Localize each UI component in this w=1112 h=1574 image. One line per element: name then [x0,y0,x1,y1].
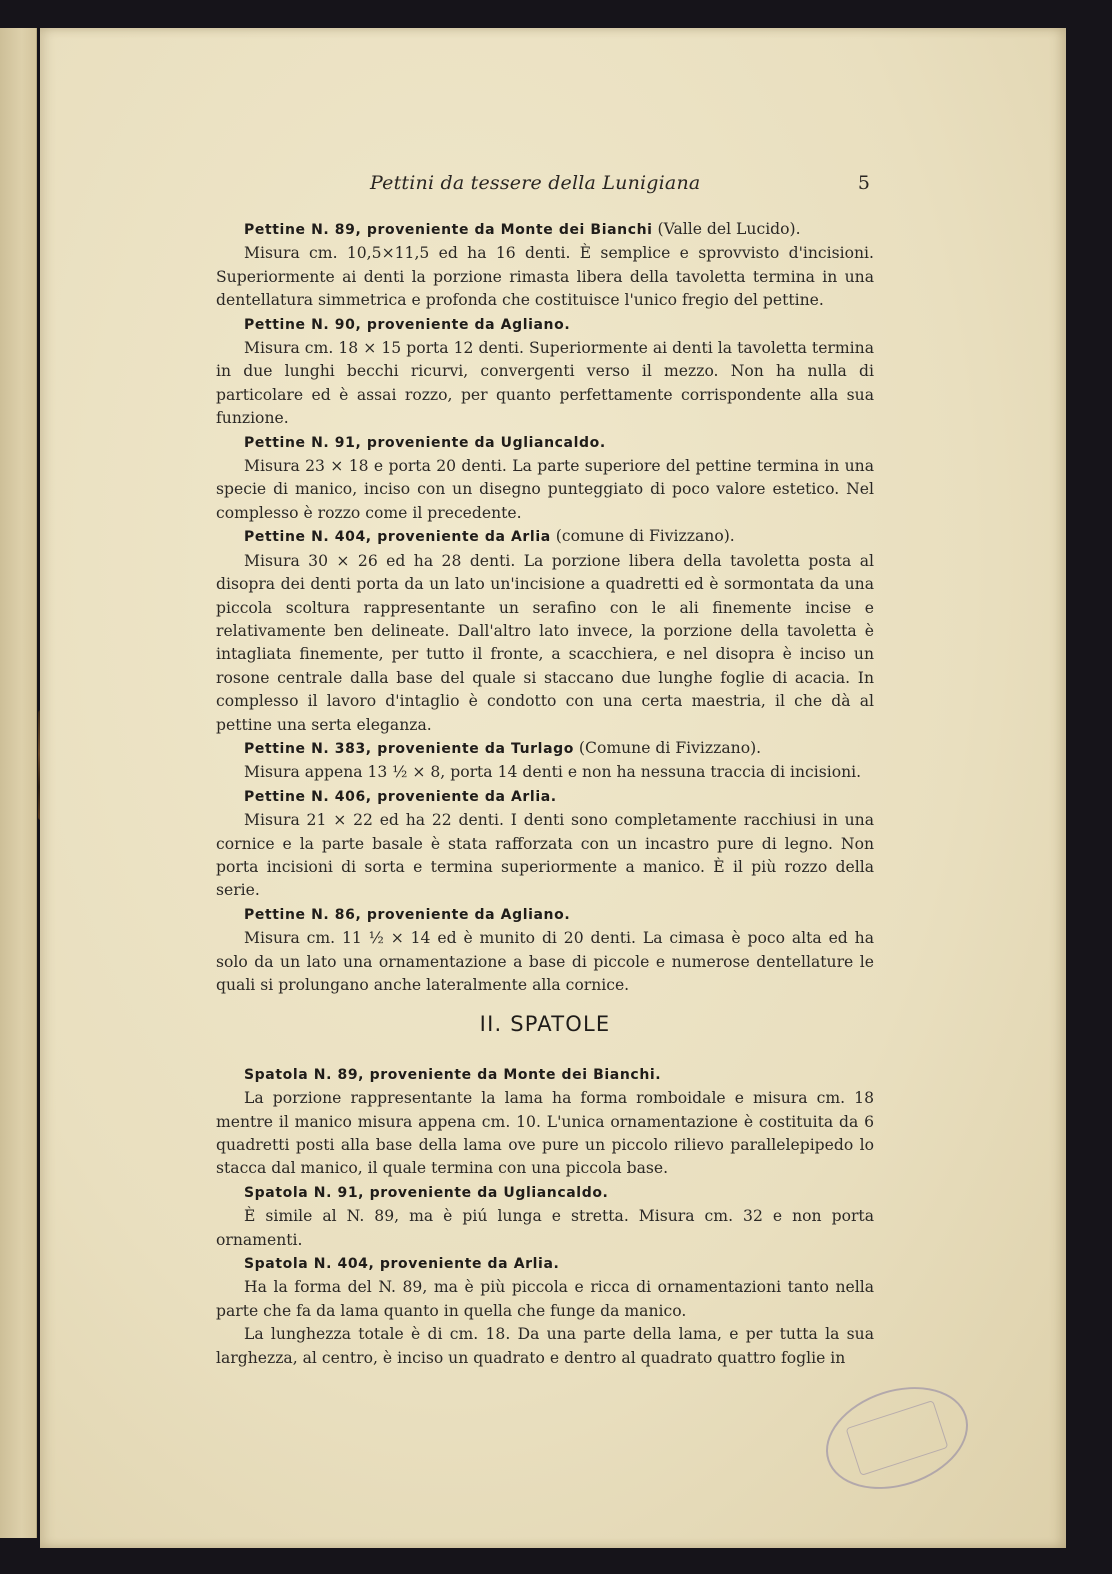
entry-heading: Spatola N. 91, proveniente da Ugliancaldo. [244,1184,609,1201]
pettine-entry [216,785,874,903]
spatola-entry [216,1181,874,1252]
pettine-entry [216,737,874,785]
entry-text: Misura 30 × 26 ed ha 28 denti. La porzione libera della tavoletta posta al disopra dei denti porta da un lato un'incisione a quadretti ed è sormontata da una piccola scoltura rappresentante un serafino con le ali finemente incise e relativamente ben delineate. Dall'altro lato invece, la porzione della tavoletta è intagliata finemente, per tutto il fronte, a scacchiera, e nel disopra è inciso un rosone centrale dalla base del quale si staccano due lunghe foglie di acacia. In complesso il lavoro d'intaglio è condotto con una certa maestria, il che dà al pettine una serta eleganza. [216,551,874,734]
spatola-entry [216,1063,874,1181]
entry-heading: Spatola N. 404, proveniente da Arlia. [244,1256,560,1273]
entry-note: (Comune di Fivizzano). [573,738,762,757]
entry-heading: Pettine N. 89, proveniente da Monte dei Bianchi [244,222,653,238]
entry-heading: Pettine N. 90, proveniente da Agliano. [244,316,571,333]
page-header [370,172,870,200]
entry-heading: Spatola N. 89, proveniente da Monte dei Bianchi. [244,1066,662,1083]
page-number: 5 [857,172,870,194]
pettine-entry [216,903,874,998]
pettine-entry [216,218,874,313]
pettine-entry [216,313,874,431]
entry-text: Ha la forma del N. 89, ma è più piccola e ricca di ornamentazioni tanto nella parte che fa da lama quanto in quella che funge da manico. [216,1278,874,1320]
entry-note: (Valle del Lucido). [652,220,801,238]
running-title: Pettini da tessere della Lunigiana [370,172,701,194]
entry-heading: Pettine N. 406, proveniente da Arlia. [244,788,557,805]
entry-note: (comune di Fivizzano). [550,527,735,546]
entry-text: Misura 21 × 22 ed ha 22 denti. I denti sono completamente racchiusi in una cornice e la parte basale è stata rafforzata con un incastro pure di legno. Non porta incisioni di sorta e termina superiormente a manico. È il più rozzo della serie. [216,811,874,900]
entry-text: Misura cm. 18 × 15 porta 12 denti. Superiormente ai denti la tavoletta termina in due lunghi becchi ricurvi, convergenti verso il mezzo. Non ha nulla di particolare ed è assai rozzo, per quanto perfettamente corrispondente alla sua funzione. [216,339,874,428]
pettine-entry [216,431,874,526]
spatola-entry [216,1252,874,1370]
entry-heading: Pettine N. 91, proveniente da Ugliancaldo. [244,434,606,451]
entry-text-continued: La lunghezza totale è di cm. 18. Da una parte della lama, e per tutta la sua larghezza, al centro, è inciso un quadrato e dentro al quadrato quattro foglie in [216,1325,874,1367]
pettine-entry [216,525,874,737]
entry-heading: Pettine N. 86, proveniente da Agliano. [244,906,571,923]
previous-page-edge [0,28,37,1538]
entry-text: Misura cm. 10,5×11,5 ed ha 16 denti. È semplice e sprovvisto d'incisioni. Superiormente ai denti la porzione rimasta libera della tavoletta termina in una dentellatura simmetrica e profonda che costituisce l'unico fregio del pettine. [216,244,874,310]
stamp-emblem-icon [846,1400,949,1476]
entry-text: Misura cm. 11 ½ × 14 ed è munito di 20 denti. La cimasa è poco alta ed ha solo da un lato una ornamentazione a base di piccole e numerose dentellature le quali si prolungano anche lateralmente alla cornice. [216,929,874,994]
page-content [216,218,874,1370]
entry-text: È simile al N. 89, ma è piú lunga e stretta. Misura cm. 32 e non porta ornamenti. [216,1207,874,1249]
entry-heading: Pettine N. 404, proveniente da Arlia [244,529,551,546]
entry-text: Misura 23 × 18 e porta 20 denti. La parte superiore del pettine termina in una specie di manico, inciso con un disegno punteggiato di poco valore estetico. Nel complesso è rozzo come il precedente. [216,457,874,522]
entry-text: La porzione rappresentante la lama ha forma romboidale e misura cm. 18 mentre il manico misura appena cm. 10. L'unica ornamentazione è costituita da 6 quadretti posti alla base della lama ove pure un piccolo rilievo parallelepipedo lo stacca dal manico, il quale termina con una piccola base. [216,1089,874,1178]
entry-heading: Pettine N. 383, proveniente da Turlago [244,740,574,757]
section-title: II. SPATOLE [479,1012,611,1037]
entry-text: Misura appena 13 ½ × 8, porta 14 denti e non ha nessuna traccia di incisioni. [244,763,862,782]
